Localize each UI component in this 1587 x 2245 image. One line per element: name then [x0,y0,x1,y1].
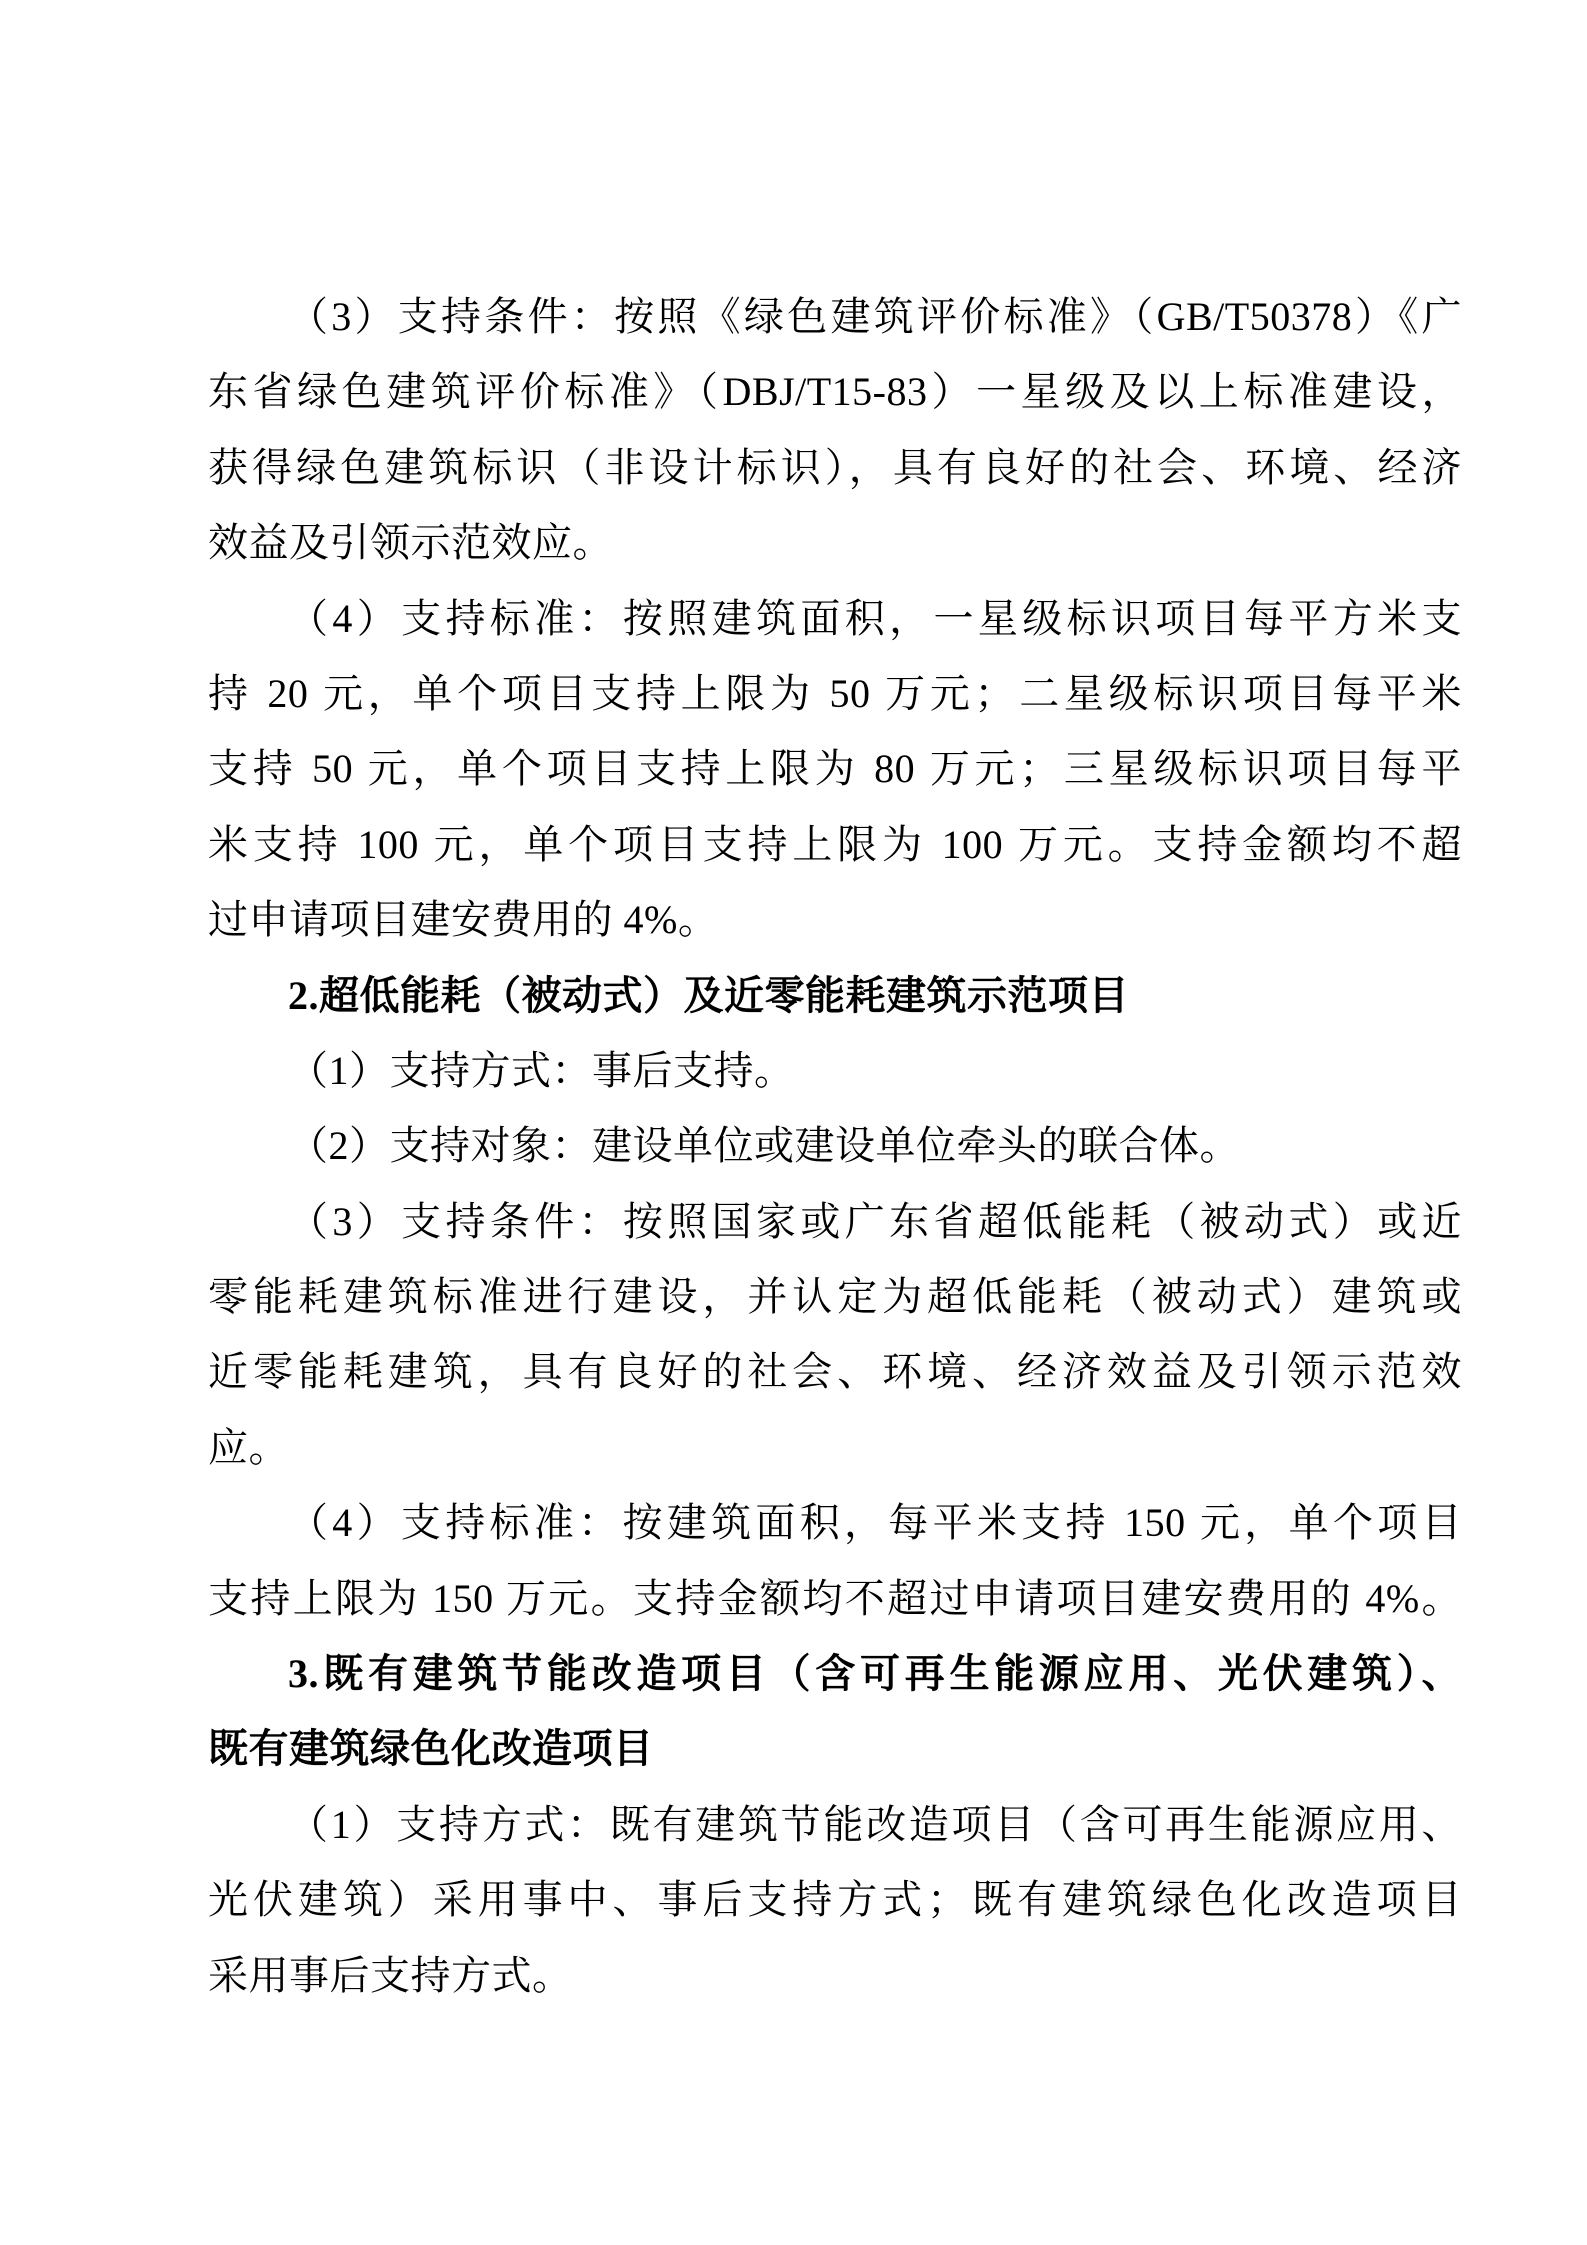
text-line: 持 20 元，单个项目支持上限为 50 万元；二星级标识项目每平米 [208,670,1462,716]
text-line: 米支持 100 元，单个项目支持上限为 100 万元。支持金额均不超 [208,821,1462,867]
text-line: （2）支持对象：建设单位或建设单位牵头的联合体。 [288,1123,1240,1169]
text-line: 应。 [208,1424,289,1470]
text-line: （4）支持标准：按建筑面积，每平米支持 150 元，单个项目 [288,1500,1462,1546]
text-line: 采用事后支持方式。 [208,1952,573,1998]
text-line: （1）支持方式：既有建筑节能改造项目（含可再生能源应用、 [288,1801,1462,1847]
text-line: 支持 50 元，单个项目支持上限为 80 万元；三星级标识项目每平 [208,746,1462,792]
text-line: 2.超低能耗（被动式）及近零能耗建筑示范项目 [288,972,1129,1018]
text-line: 效益及引领示范效应。 [208,520,613,566]
text-line: 获得绿色建筑标识（非设计标识），具有良好的社会、环境、经济 [208,444,1462,490]
text-line: 近零能耗建筑，具有良好的社会、环境、经济效益及引领示范效 [208,1349,1462,1395]
text-line: 过申请项目建安费用的 4%。 [208,897,719,943]
text-line: （4）支持标准：按照建筑面积，一星级标识项目每平方米支 [288,595,1462,641]
text-line: 支持上限为 150 万元。支持金额均不超过申请项目建安费用的 4%。 [208,1575,1462,1621]
text-line: 零能耗建筑标准进行建设，并认定为超低能耗（被动式）建筑或 [208,1274,1462,1320]
document-body [208,279,1462,2013]
text-line: 光伏建筑）采用事中、事后支持方式；既有建筑绿色化改造项目 [208,1877,1462,1923]
text-line: （1）支持方式：事后支持。 [288,1047,795,1093]
text-line: 既有建筑绿色化改造项目 [208,1726,654,1772]
text-line: 东省绿色建筑评价标准》（DBJ/T15-83）一星级及以上标准建设， [208,369,1462,415]
text-line: （3）支持条件：按照《绿色建筑评价标准》（GB/T50378）《广 [288,294,1462,339]
text-line: （3）支持条件：按照国家或广东省超低能耗（被动式）或近 [288,1198,1462,1244]
text-line: 3.既有建筑节能改造项目（含可再生能源应用、光伏建筑）、 [288,1651,1462,1697]
